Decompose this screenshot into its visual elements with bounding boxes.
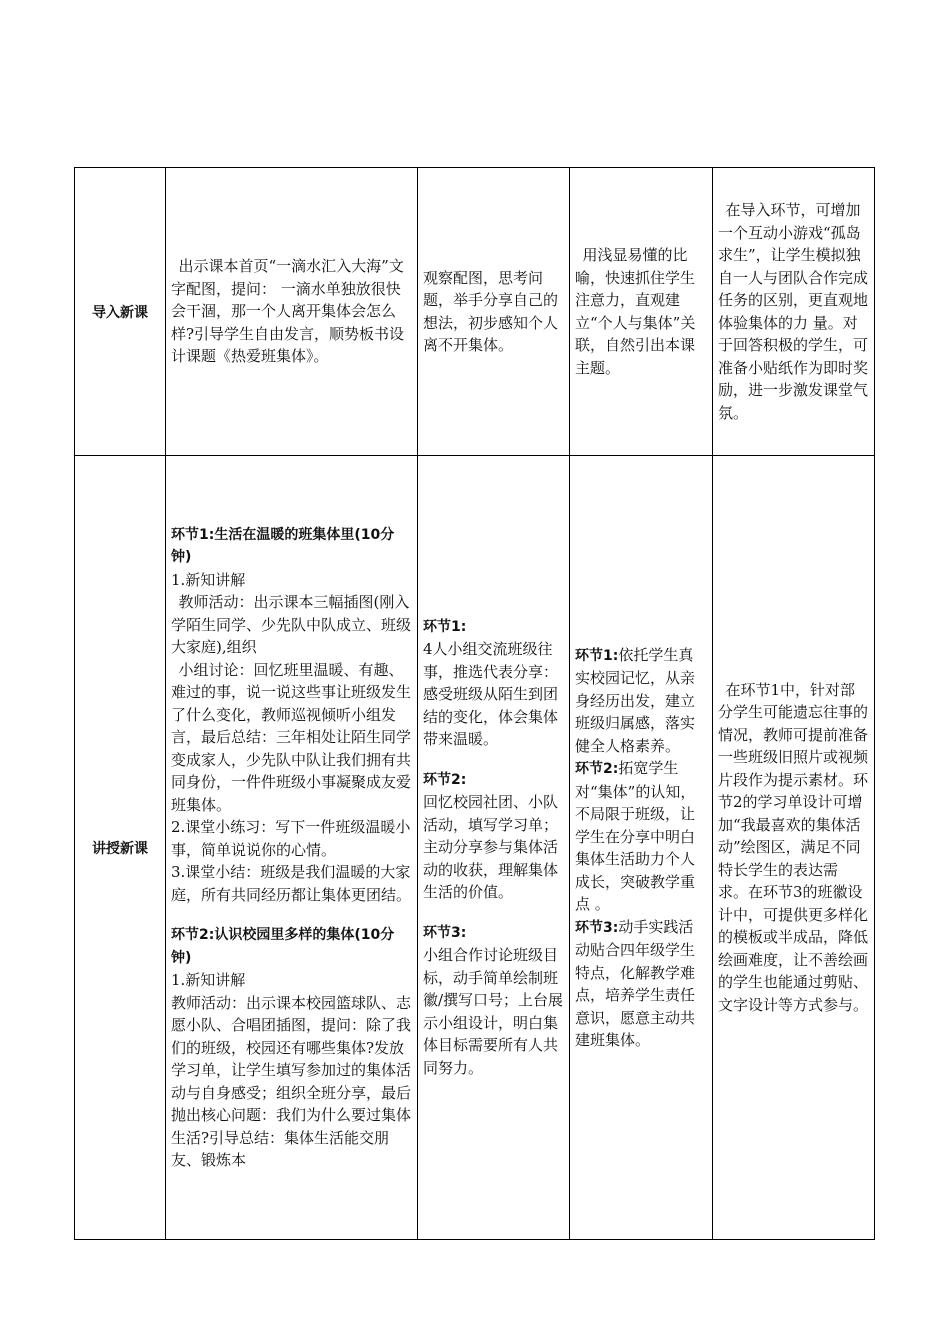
intro-notes-cell (713, 168, 875, 456)
section1-p2: 教师活动：出示课本三幅插图(刚入学陌生同学、少先队中队成立、班级大家庭),组织 (171, 593, 412, 656)
intro-student-text: 观察配图，思考问题，举手分享自己的想法，初步感知个人离不开集体。 (423, 268, 559, 354)
student-step2-heading: 环节2: (423, 771, 467, 788)
teaching-intent-cell (570, 456, 713, 1240)
stage-label-intro: 导入新课 (75, 168, 166, 456)
section2-title: 环节2:认识校园里多样的集体(10分钟) (171, 927, 395, 966)
intro-notes-text: 在导入环节，可增加一个互动小游戏“孤岛求生”，让学生模拟独自一人与团队合作完成任务的区别，更直观地体验集体的力 量。对于回答积极的学生，可准备小贴纸作为即时奖励，进一步激发课堂气氛。 (718, 201, 869, 422)
student-step3-heading: 环节3: (423, 924, 467, 941)
section1-p3: 小组讨论：回忆班里温暖、有趣、难过的事，说一说这些事让班级发生了什么变化，教师巡视倾听小组发言，最后总结：三年相处让陌生同学变成家人，少先队中队让我们拥有共同身份，一件件班级小事凝聚成友爱班集体。 (171, 660, 412, 814)
teaching-student-cell (418, 456, 570, 1240)
intent-step1-text: 依托学生真实校园记忆，从亲身经历出发，建立班级归属感，落实健全人格素养。 (575, 645, 696, 755)
section1-p4: 2.课堂小练习：写下一件班级温暖小事，简单说说你的心情。 (171, 818, 411, 859)
table-row-intro (75, 168, 875, 456)
section1-p1: 1.新知讲解 (171, 570, 246, 589)
intent-step3-heading: 环节3: (575, 919, 619, 936)
intent-step3-text: 动手实践活动贴合四年级学生特点，化解教学难点，培养学生责任意识，愿意主动共建班集体。 (575, 917, 696, 1049)
student-step2-text: 回忆校园社团、小队活动，填写学习单；主动分享参与集体活动的收获，理解集体生活的价值。 (423, 793, 559, 902)
section1-title: 环节1:生活在温暖的班集体里(10分钟) (171, 526, 395, 565)
intro-intent-text: 用浅显易懂的比喻，快速抓住学生注意力，直观建立“个人与集体”关联，自然引出本课主题。 (575, 246, 696, 377)
student-step3-text: 小组合作讨论班级目标，动手简单绘制班徽/撰写口号；上台展示小组设计，明白集体目标需要所有人共同努力。 (423, 946, 564, 1077)
intro-intent-cell (570, 168, 713, 456)
intent-step1-heading: 环节1: (575, 647, 619, 664)
table-row-teaching (75, 456, 875, 1240)
student-step1-text: 4人小组交流班级往事，推选代表分享：感受班级从陌生到团结的变化，体会集体带来温暖。 (423, 640, 559, 749)
student-step1-heading: 环节1: (423, 618, 467, 635)
teaching-notes-cell (713, 456, 875, 1240)
section1-p5: 3.课堂小结：班级是我们温暖的大家庭，所有共同经历都让集体更团结。 (171, 863, 412, 904)
intro-teacher-text: 出示课本首页“一滴水汇入大海”文字配图，提问： 一滴水单独放很快会干涸，那一个人离开集体会怎么样?引导学生自由发言，顺势板书设计课题《热爱班集体》。 (171, 257, 405, 366)
intro-teacher-cell (166, 168, 418, 456)
intro-student-cell (418, 168, 570, 456)
intent-step2-heading: 环节2: (575, 761, 619, 777)
lesson-plan-table (74, 167, 875, 1240)
intent-step2-text: 拓宽学生对“集体”的认知，不局限于班级，让学生在分享中明白集体生活助力个人成长，突破教学重点 。 (575, 759, 696, 913)
section2-p1: 1.新知讲解 (171, 971, 246, 989)
teaching-notes-text: 在环节1中，针对部分学生可能遗忘往事的情况，教师可提前准备一些班级旧照片或视频片段作为提示素材。环节2的学习单设计可增加“我最喜欢的集体活动”绘图区，满足不同特长学生的表达需 求。在环节3的班徽设计中，可提供更多样化的模板或半成品，降低绘画难度，让不善绘画的学生也能通过剪贴、文字设计等方式参与。 (718, 680, 869, 1014)
section2-p2: 教师活动：出示课本校园篮球队、志愿小队、合唱团插图，提问：除了我们的班级，校园还有哪些集体?发放学习单，让学生填写参加过的集体活动与自身感受；组织全班分享，最后抛出核心问题：我们为什么要过集体生活?引导总结：集体生活能交朋友、锻炼本 (171, 993, 412, 1169)
stage-label-teaching: 讲授新课 (75, 456, 166, 1240)
teaching-teacher-cell (166, 456, 418, 1240)
